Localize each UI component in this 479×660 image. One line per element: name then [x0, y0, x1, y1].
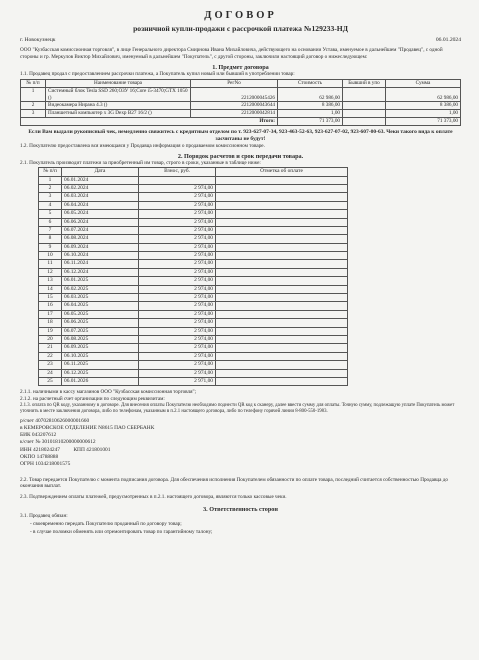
- clause-1-1: 1.1. Продавец продал с предоставлением рассрочки платежа, а Покупатель купил новый или бывший в употреблении товар:: [20, 71, 295, 78]
- goods-col-sum: Сумма: [386, 79, 461, 87]
- goods-name: Видеокамера Нирана 4.3 (): [46, 102, 191, 110]
- schedule-amount: 2 974,00: [139, 268, 216, 276]
- goods-total-row: [21, 118, 461, 126]
- schedule-row: [39, 369, 348, 377]
- goods-num: 3: [21, 110, 46, 118]
- goods-total-label: Итого:: [21, 118, 278, 126]
- goods-sum: 1,00: [386, 110, 461, 118]
- schedule-mark: [216, 243, 348, 251]
- schedule-date: 06.11.2024: [62, 260, 139, 268]
- schedule-num: 15: [39, 294, 62, 302]
- schedule-col-num: № п/п: [39, 168, 62, 176]
- schedule-mark: [216, 344, 348, 352]
- schedule-row: [39, 352, 348, 360]
- schedule-amount: 2 974,00: [139, 335, 216, 343]
- schedule-row: [39, 319, 348, 327]
- schedule-num: 19: [39, 327, 62, 335]
- schedule-date: 06.07.2024: [62, 226, 139, 234]
- clause-2-3: 2.3. Подтверждением оплаты платежей, предусмотренных в п.2.1. настоящего договора, являются только кассовые чеки.: [20, 493, 287, 500]
- schedule-row: [39, 210, 348, 218]
- schedule-row: [39, 243, 348, 251]
- schedule-amount: 2 974,00: [139, 235, 216, 243]
- schedule-num: 24: [39, 369, 62, 377]
- goods-sum: 8 386,00: [386, 102, 461, 110]
- schedule-mark: [216, 352, 348, 360]
- goods-cost: 1,00: [278, 110, 343, 118]
- schedule-row: [39, 268, 348, 276]
- schedule-mark: [216, 335, 348, 343]
- goods-row: [21, 102, 461, 110]
- schedule-amount: 2 974,00: [139, 294, 216, 302]
- schedule-col-mark: Отметка об оплате: [216, 168, 348, 176]
- goods-used: [343, 102, 386, 110]
- schedule-mark: [216, 268, 348, 276]
- schedule-num: 25: [39, 377, 62, 385]
- schedule-num: 17: [39, 310, 62, 318]
- payment-schedule-table: [38, 167, 348, 386]
- clause-1-2: 1.2. Покупателю предоставлена вся имеющаяся у Продавца информация о продаваемом комиссионном товаре.: [20, 142, 265, 149]
- goods-used: [343, 110, 386, 118]
- schedule-date: 06.01.2026: [62, 377, 139, 385]
- schedule-mark: [216, 294, 348, 302]
- schedule-amount: 2 974,00: [139, 277, 216, 285]
- schedule-mark: [216, 277, 348, 285]
- schedule-row: [39, 235, 348, 243]
- schedule-header-row: [39, 168, 348, 176]
- schedule-num: 3: [39, 193, 62, 201]
- schedule-mark: [216, 260, 348, 268]
- section-2-title: 2. Порядок расчетов и срок передачи товара.: [177, 152, 304, 160]
- schedule-row: [39, 377, 348, 385]
- receipt-warning: Если Вам выдали рукописный чек, немедленно свяжитесь с кредитным отделом по т. 923-627-07-34, 923-463-52-63, 923-627-07-02, 923-607-00-63. Чеки такого вида к оплате засчитаны не будут!: [28, 129, 453, 143]
- schedule-mark: [216, 327, 348, 335]
- clause-2-1-1: 2.1.1. наличными в кассу магазинов ООО "Кузбасская комиссионная торговля";: [20, 389, 197, 396]
- schedule-row: [39, 193, 348, 201]
- schedule-mark: [216, 252, 348, 260]
- schedule-amount: 2 974,00: [139, 210, 216, 218]
- goods-num: 2: [21, 102, 46, 110]
- goods-sum: 62 986,00: [386, 87, 461, 102]
- goods-reg: 2212000043644: [191, 102, 278, 110]
- clause-3-1: 3.1. Продавец обязан:: [20, 513, 68, 520]
- schedule-num: 4: [39, 201, 62, 209]
- schedule-date: 06.02.2025: [62, 285, 139, 293]
- bank-line: ИНН 4218024247 КПП 421801001: [20, 446, 111, 453]
- schedule-amount: 2 974,00: [139, 252, 216, 260]
- bank-details: [20, 418, 461, 469]
- schedule-mark: [216, 319, 348, 327]
- seller-obligations-list: [30, 520, 461, 536]
- schedule-date: 06.03.2025: [62, 294, 139, 302]
- goods-col-name: Наименование товара: [46, 79, 191, 87]
- goods-total-cost: 71 373,00: [278, 118, 343, 126]
- schedule-amount: 2 974,00: [139, 319, 216, 327]
- schedule-date: 06.10.2024: [62, 252, 139, 260]
- bank-line: к/счет № 30101810200000000612: [20, 439, 96, 446]
- schedule-amount: 2 974,00: [139, 361, 216, 369]
- bank-line: ОКПО 14788888: [20, 453, 59, 460]
- bank-line: р/счет 40702810626000001660: [20, 417, 90, 424]
- schedule-num: 18: [39, 319, 62, 327]
- place-date-row: [20, 37, 461, 43]
- schedule-row: [39, 310, 348, 318]
- schedule-mark: [216, 377, 348, 385]
- goods-cost: 62 986,00: [278, 87, 343, 102]
- schedule-date: 06.07.2025: [62, 327, 139, 335]
- schedule-num: 14: [39, 285, 62, 293]
- schedule-mark: [216, 226, 348, 234]
- schedule-num: 16: [39, 302, 62, 310]
- schedule-mark: [216, 235, 348, 243]
- schedule-row: [39, 260, 348, 268]
- schedule-num: 2: [39, 184, 62, 192]
- schedule-amount: 2 974,00: [139, 352, 216, 360]
- schedule-num: 10: [39, 252, 62, 260]
- schedule-mark: [216, 285, 348, 293]
- schedule-row: [39, 361, 348, 369]
- clause-2-1-3: 2.1.3. оплата по QR коду, указанному в договоре. Для внесения оплаты Покупателю необходимо поднести QR код к сканеру, далее ввести сумму для оплаты. Точную сумму, подлежащую уплате Покупатель может уточнить в месте заключения договора, либо по телефонам, указанным в п.2.1 настоящего договора, либо по телефону горячей линии 8-800-550-1983.: [20, 402, 455, 414]
- schedule-row: [39, 335, 348, 343]
- goods-col-cost: Стоимость: [278, 79, 343, 87]
- schedule-amount: 2 974,00: [139, 218, 216, 226]
- schedule-num: 11: [39, 260, 62, 268]
- schedule-row: [39, 252, 348, 260]
- goods-total-sum: 71 373,00: [386, 118, 461, 126]
- schedule-mark: [216, 310, 348, 318]
- schedule-date: 06.08.2025: [62, 335, 139, 343]
- goods-num: 1: [21, 87, 46, 102]
- document-subtitle: розничной купли-продажи с рассрочкой платежа №129233-НД: [133, 24, 348, 33]
- schedule-date: 06.04.2024: [62, 201, 139, 209]
- schedule-date: 06.08.2024: [62, 235, 139, 243]
- schedule-date: 06.12.2025: [62, 369, 139, 377]
- schedule-num: 22: [39, 352, 62, 360]
- schedule-mark: [216, 369, 348, 377]
- contract-date: 06.01.2024: [435, 37, 461, 43]
- clause-2-1-2: 2.1.2. на расчетный счет организации по следующим реквизитам:: [20, 395, 165, 402]
- goods-header-row: [21, 79, 461, 87]
- schedule-amount: 2 974,00: [139, 327, 216, 335]
- schedule-mark: [216, 210, 348, 218]
- schedule-amount: 2 974,00: [139, 201, 216, 209]
- list-item: - своевременно передать Покупателю проданный по договору товар;: [30, 520, 182, 527]
- schedule-mark: [216, 361, 348, 369]
- schedule-amount: 2 974,00: [139, 193, 216, 201]
- schedule-mark: [216, 193, 348, 201]
- clause-2-1: 2.1. Покупатель производит платежи за приобретенный им товар, строго в сроки, указанные в таблице ниже:: [20, 159, 261, 166]
- schedule-row: [39, 294, 348, 302]
- city: г. Новокузнецк: [20, 37, 56, 43]
- bank-line: БИК 043207612: [20, 432, 57, 439]
- schedule-col-date: Дата: [62, 168, 139, 176]
- schedule-mark: [216, 184, 348, 192]
- list-item: - в случае поломки обменять или отремонтировать товар по гарантийному талону;: [30, 528, 213, 535]
- schedule-num: 9: [39, 243, 62, 251]
- goods-used: [343, 87, 386, 102]
- schedule-row: [39, 327, 348, 335]
- schedule-date: 06.05.2024: [62, 210, 139, 218]
- document-title: ДОГОВОР: [204, 10, 277, 21]
- schedule-num: 5: [39, 210, 62, 218]
- schedule-row: [39, 176, 348, 184]
- bank-line: в КЕМЕРОВСКОЕ ОТДЕЛЕНИЕ N8615 ПАО СБЕРБАНК: [20, 424, 155, 431]
- schedule-row: [39, 344, 348, 352]
- schedule-num: 1: [39, 176, 62, 184]
- schedule-amount: 2 974,00: [139, 302, 216, 310]
- schedule-row: [39, 277, 348, 285]
- goods-name: Системный блок Tesla SSD 260;ОЗУ 16;Core i5-3470;GTX 1050 (): [46, 87, 191, 102]
- schedule-amount: 2 974,00: [139, 285, 216, 293]
- schedule-num: 6: [39, 218, 62, 226]
- schedule-mark: [216, 176, 348, 184]
- schedule-date: 06.05.2025: [62, 310, 139, 318]
- schedule-amount: 2 974,00: [139, 310, 216, 318]
- schedule-row: [39, 218, 348, 226]
- schedule-mark: [216, 218, 348, 226]
- schedule-date: 06.01.2025: [62, 277, 139, 285]
- schedule-date: 06.04.2025: [62, 302, 139, 310]
- schedule-date: 06.02.2024: [62, 184, 139, 192]
- parties-paragraph: ООО "Кузбасская комиссионная торговля", в лице Генерального директора Смирнова Ивана Михайловича, действующего на основании Устава, именуемое в дальнейшем "Продавец", с одной стороны и гр. Меркулов Виктор Михайлович, именуемый в дальнейшем "Покупатель", с другой стороны, заключили настоящий договор о нижеследующем:: [20, 47, 443, 60]
- schedule-amount: 2 974,00: [139, 243, 216, 251]
- schedule-date: 06.11.2025: [62, 361, 139, 369]
- schedule-row: [39, 285, 348, 293]
- schedule-col-amount: Взнос, руб.: [139, 168, 216, 176]
- schedule-date: 06.01.2024: [62, 176, 139, 184]
- schedule-row: [39, 201, 348, 209]
- section-1-title: 1. Предмет договора: [212, 64, 269, 72]
- goods-col-num: № п/п: [21, 79, 46, 87]
- section-3-title: 3. Ответственность сторон: [203, 506, 278, 514]
- schedule-amount: 2 974,00: [139, 184, 216, 192]
- schedule-mark: [216, 201, 348, 209]
- schedule-mark: [216, 302, 348, 310]
- schedule-num: 13: [39, 277, 62, 285]
- goods-row: [21, 87, 461, 102]
- schedule-num: 7: [39, 226, 62, 234]
- bank-line: ОГРН 1034218001575: [20, 461, 71, 468]
- schedule-amount: 2 971,00: [139, 377, 216, 385]
- schedule-date: 06.03.2024: [62, 193, 139, 201]
- schedule-num: 23: [39, 361, 62, 369]
- schedule-row: [39, 184, 348, 192]
- goods-row: [21, 110, 461, 118]
- goods-name: Планшетный компьютер x 3G Dexp B27 16/2 (): [46, 110, 191, 118]
- goods-cost: 8 386,00: [278, 102, 343, 110]
- schedule-row: [39, 226, 348, 234]
- schedule-amount: 2 974,00: [139, 369, 216, 377]
- schedule-num: 21: [39, 344, 62, 352]
- schedule-amount: 2 974,00: [139, 260, 216, 268]
- schedule-num: 12: [39, 268, 62, 276]
- goods-total-blank: [343, 118, 386, 126]
- schedule-date: 06.10.2025: [62, 352, 139, 360]
- schedule-date: 06.06.2025: [62, 319, 139, 327]
- schedule-date: 06.12.2024: [62, 268, 139, 276]
- clause-2-2: 2.2. Товар передается Покупателю с момента подписания договора. Для обеспечения исполнения Покупателем обязанности по оплате товара, последний считается собственностью Продавца до окончания выплат.: [20, 476, 449, 490]
- schedule-row: [39, 302, 348, 310]
- schedule-amount: [139, 176, 216, 184]
- goods-reg: 2212000045426: [191, 87, 278, 102]
- goods-table: [20, 79, 461, 127]
- schedule-date: 06.06.2024: [62, 218, 139, 226]
- schedule-date: 06.09.2025: [62, 344, 139, 352]
- schedule-date: 06.09.2024: [62, 243, 139, 251]
- schedule-num: 20: [39, 335, 62, 343]
- schedule-amount: 2 974,00: [139, 344, 216, 352]
- goods-col-reg: РегNo: [191, 79, 278, 87]
- goods-col-used: Бывший в упо: [343, 79, 386, 87]
- schedule-num: 8: [39, 235, 62, 243]
- goods-reg: 2212000042814: [191, 110, 278, 118]
- schedule-amount: 2 974,00: [139, 226, 216, 234]
